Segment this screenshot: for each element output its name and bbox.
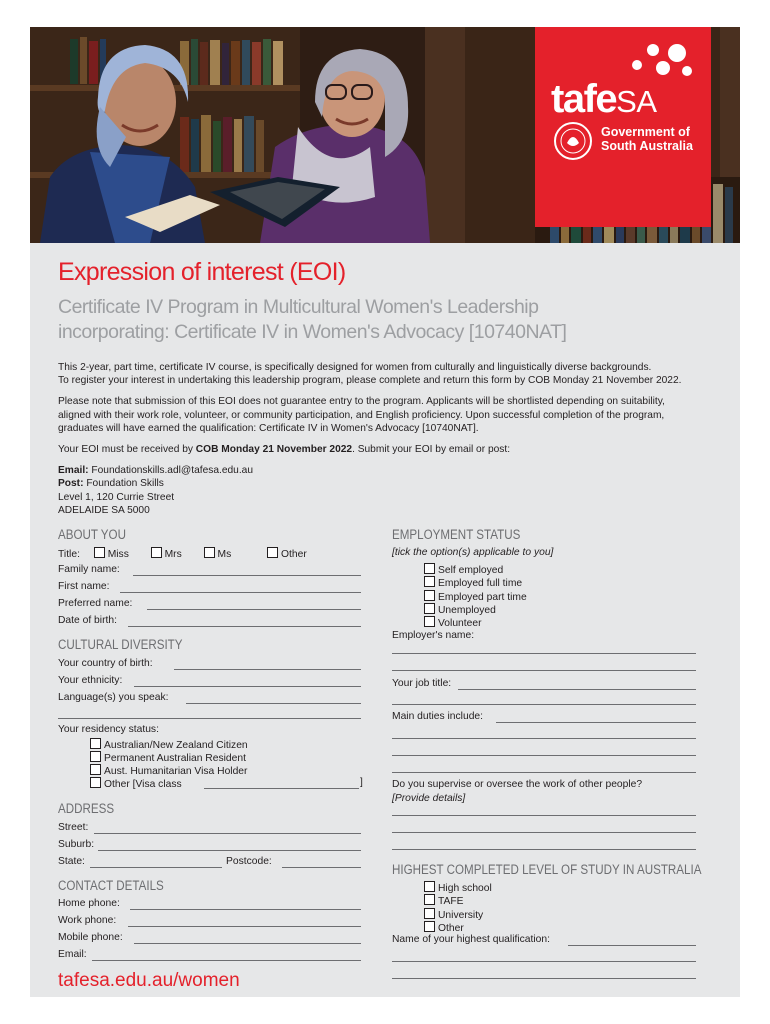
employment-status-heading: EMPLOYMENT STATUS — [392, 527, 521, 542]
supervise-hint: [Provide details] — [392, 793, 466, 804]
preferred-name-label: Preferred name: — [58, 598, 133, 609]
study-tafe-checkbox[interactable]: TAFE — [424, 894, 464, 907]
street-field[interactable] — [94, 833, 361, 834]
mobile-phone-field[interactable] — [134, 943, 361, 944]
government-label: Government of South Australia — [601, 125, 693, 153]
mobile-phone-label: Mobile phone: — [58, 932, 123, 943]
family-name-field[interactable] — [133, 575, 361, 576]
home-phone-field[interactable] — [130, 909, 361, 910]
main-duties-field[interactable] — [496, 722, 696, 723]
contact-email-label: Email: — [58, 949, 87, 960]
country-label: Your country of birth: — [58, 658, 153, 669]
qualification-label: Name of your highest qualification: — [392, 934, 550, 945]
qualification-field-line3[interactable] — [392, 978, 696, 979]
submission-email[interactable]: Foundationskills.adl@tafesa.edu.au — [91, 465, 253, 477]
languages-field-line2[interactable] — [58, 718, 361, 719]
postcode-field[interactable] — [282, 867, 361, 868]
country-field[interactable] — [174, 669, 361, 670]
title-row: Title: Miss Mrs Ms Other — [58, 549, 307, 560]
main-duties-field-line3[interactable] — [392, 755, 696, 756]
languages-field[interactable] — [186, 703, 361, 704]
tafesa-logo-block — [535, 27, 711, 227]
residency-other-checkbox[interactable]: Other [Visa class — [90, 777, 182, 790]
intro-text: This 2-year, part time, certificate IV course, is specifically designed for women from culturally and linguistically diverse backgrounds. To register your interest in undertaking this leadership program, please complete and return this form by COB Monday 21 November 2022. Please note that submission of this EOI does not guarantee entry to the program. Applicants will be shortlisted depending on suitability, aligned with their work role, volunteer, or community participation, and English proficiency. Upon successful completion of the program, graduates will have earned the qualification: Certificate IV in Women's Advocacy [10740NAT]. Your EOI must be received by COB Monday 21 November 2022. Submit your EOI by email or post: Email: Foundationskills.adl@tafesa.edu.au Post: Foundation Skills Level 1, 120 Currie Street ADELAIDE SA 5000 — [58, 362, 682, 516]
suburb-label: Suburb: — [58, 839, 95, 850]
study-high-school-checkbox[interactable]: High school — [424, 881, 492, 894]
main-duties-field-line4[interactable] — [392, 772, 696, 773]
street-label: Street: — [58, 822, 89, 833]
languages-label: Language(s) you speak: — [58, 692, 169, 703]
page-title: Expression of interest (EOI) — [58, 258, 346, 286]
job-title-label: Your job title: — [392, 678, 452, 689]
supervise-field-line2[interactable] — [392, 832, 696, 833]
form-page — [30, 27, 740, 997]
residency-label: Your residency status: — [58, 724, 159, 735]
main-duties-label: Main duties include: — [392, 711, 484, 722]
contact-details-heading: CONTACT DETAILS — [58, 878, 164, 893]
title-other-checkbox[interactable]: Other — [267, 549, 307, 560]
work-phone-field[interactable] — [128, 926, 361, 927]
work-phone-label: Work phone: — [58, 915, 117, 926]
dob-field[interactable] — [128, 626, 361, 627]
employed-part-time-checkbox[interactable]: Employed part time — [424, 590, 527, 603]
volunteer-checkbox[interactable]: Volunteer — [424, 616, 482, 629]
residency-humanitarian-checkbox[interactable]: Aust. Humanitarian Visa Holder — [90, 764, 247, 777]
supervise-question: Do you supervise or oversee the work of other people? — [392, 779, 643, 790]
ethnicity-label: Your ethnicity: — [58, 675, 123, 686]
job-title-field[interactable] — [458, 689, 696, 690]
residency-permanent-checkbox[interactable]: Permanent Australian Resident — [90, 751, 246, 764]
suburb-field[interactable] — [98, 850, 361, 851]
first-name-label: First name: — [58, 581, 110, 592]
family-name-label: Family name: — [58, 564, 120, 575]
footer-url-link[interactable]: tafesa.edu.au/women — [58, 970, 240, 991]
title-miss-checkbox[interactable]: Miss — [94, 549, 129, 560]
tafesa-wordmark: tafeSA — [551, 77, 657, 121]
job-title-field-line2[interactable] — [392, 704, 696, 705]
cultural-diversity-heading: CULTURAL DIVERSITY — [58, 637, 183, 652]
first-name-field[interactable] — [120, 592, 361, 593]
highest-study-heading: HIGHEST COMPLETED LEVEL OF STUDY IN AUSTRALIA — [392, 862, 702, 877]
state-label: State: — [58, 856, 85, 867]
employer-name-field[interactable] — [392, 653, 696, 654]
self-employed-checkbox[interactable]: Self employed — [424, 563, 503, 576]
study-university-checkbox[interactable]: University — [424, 908, 483, 921]
employment-hint: [tick the option(s) applicable to you] — [392, 547, 554, 558]
about-you-heading: ABOUT YOU — [58, 527, 126, 542]
preferred-name-field[interactable] — [147, 609, 361, 610]
supervise-field[interactable] — [392, 815, 696, 816]
address-heading: ADDRESS — [58, 801, 115, 816]
title-ms-checkbox[interactable]: Ms — [204, 549, 232, 560]
main-duties-field-line2[interactable] — [392, 738, 696, 739]
wooden-pillar — [425, 27, 465, 243]
contact-email-field[interactable] — [92, 960, 361, 961]
employer-name-label: Employer's name: — [392, 630, 475, 641]
government-seal-icon — [553, 121, 593, 161]
employed-full-time-checkbox[interactable]: Employed full time — [424, 576, 522, 589]
title-mrs-checkbox[interactable]: Mrs — [151, 549, 182, 560]
state-field[interactable] — [90, 867, 222, 868]
postcode-label: Postcode: — [226, 856, 272, 867]
unemployed-checkbox[interactable]: Unemployed — [424, 603, 496, 616]
employer-name-field-line2[interactable] — [392, 670, 696, 671]
visa-close-bracket: ] — [360, 777, 363, 788]
ethnicity-field[interactable] — [134, 686, 361, 687]
qualification-field-line2[interactable] — [392, 961, 696, 962]
residency-citizen-checkbox[interactable]: Australian/New Zealand Citizen — [90, 738, 248, 751]
dob-label: Date of birth: — [58, 615, 117, 626]
study-other-checkbox[interactable]: Other — [424, 921, 464, 934]
page-subtitle: Certificate IV Program in Multicultural Women's Leadership incorporating: Certificate IV in Women's Advocacy [10740NAT] — [58, 296, 567, 343]
visa-class-field[interactable] — [204, 788, 359, 789]
logo-dots-icon — [607, 41, 697, 77]
qualification-field[interactable] — [568, 945, 696, 946]
hero-photo — [30, 27, 740, 243]
home-phone-label: Home phone: — [58, 898, 120, 909]
supervise-field-line3[interactable] — [392, 849, 696, 850]
